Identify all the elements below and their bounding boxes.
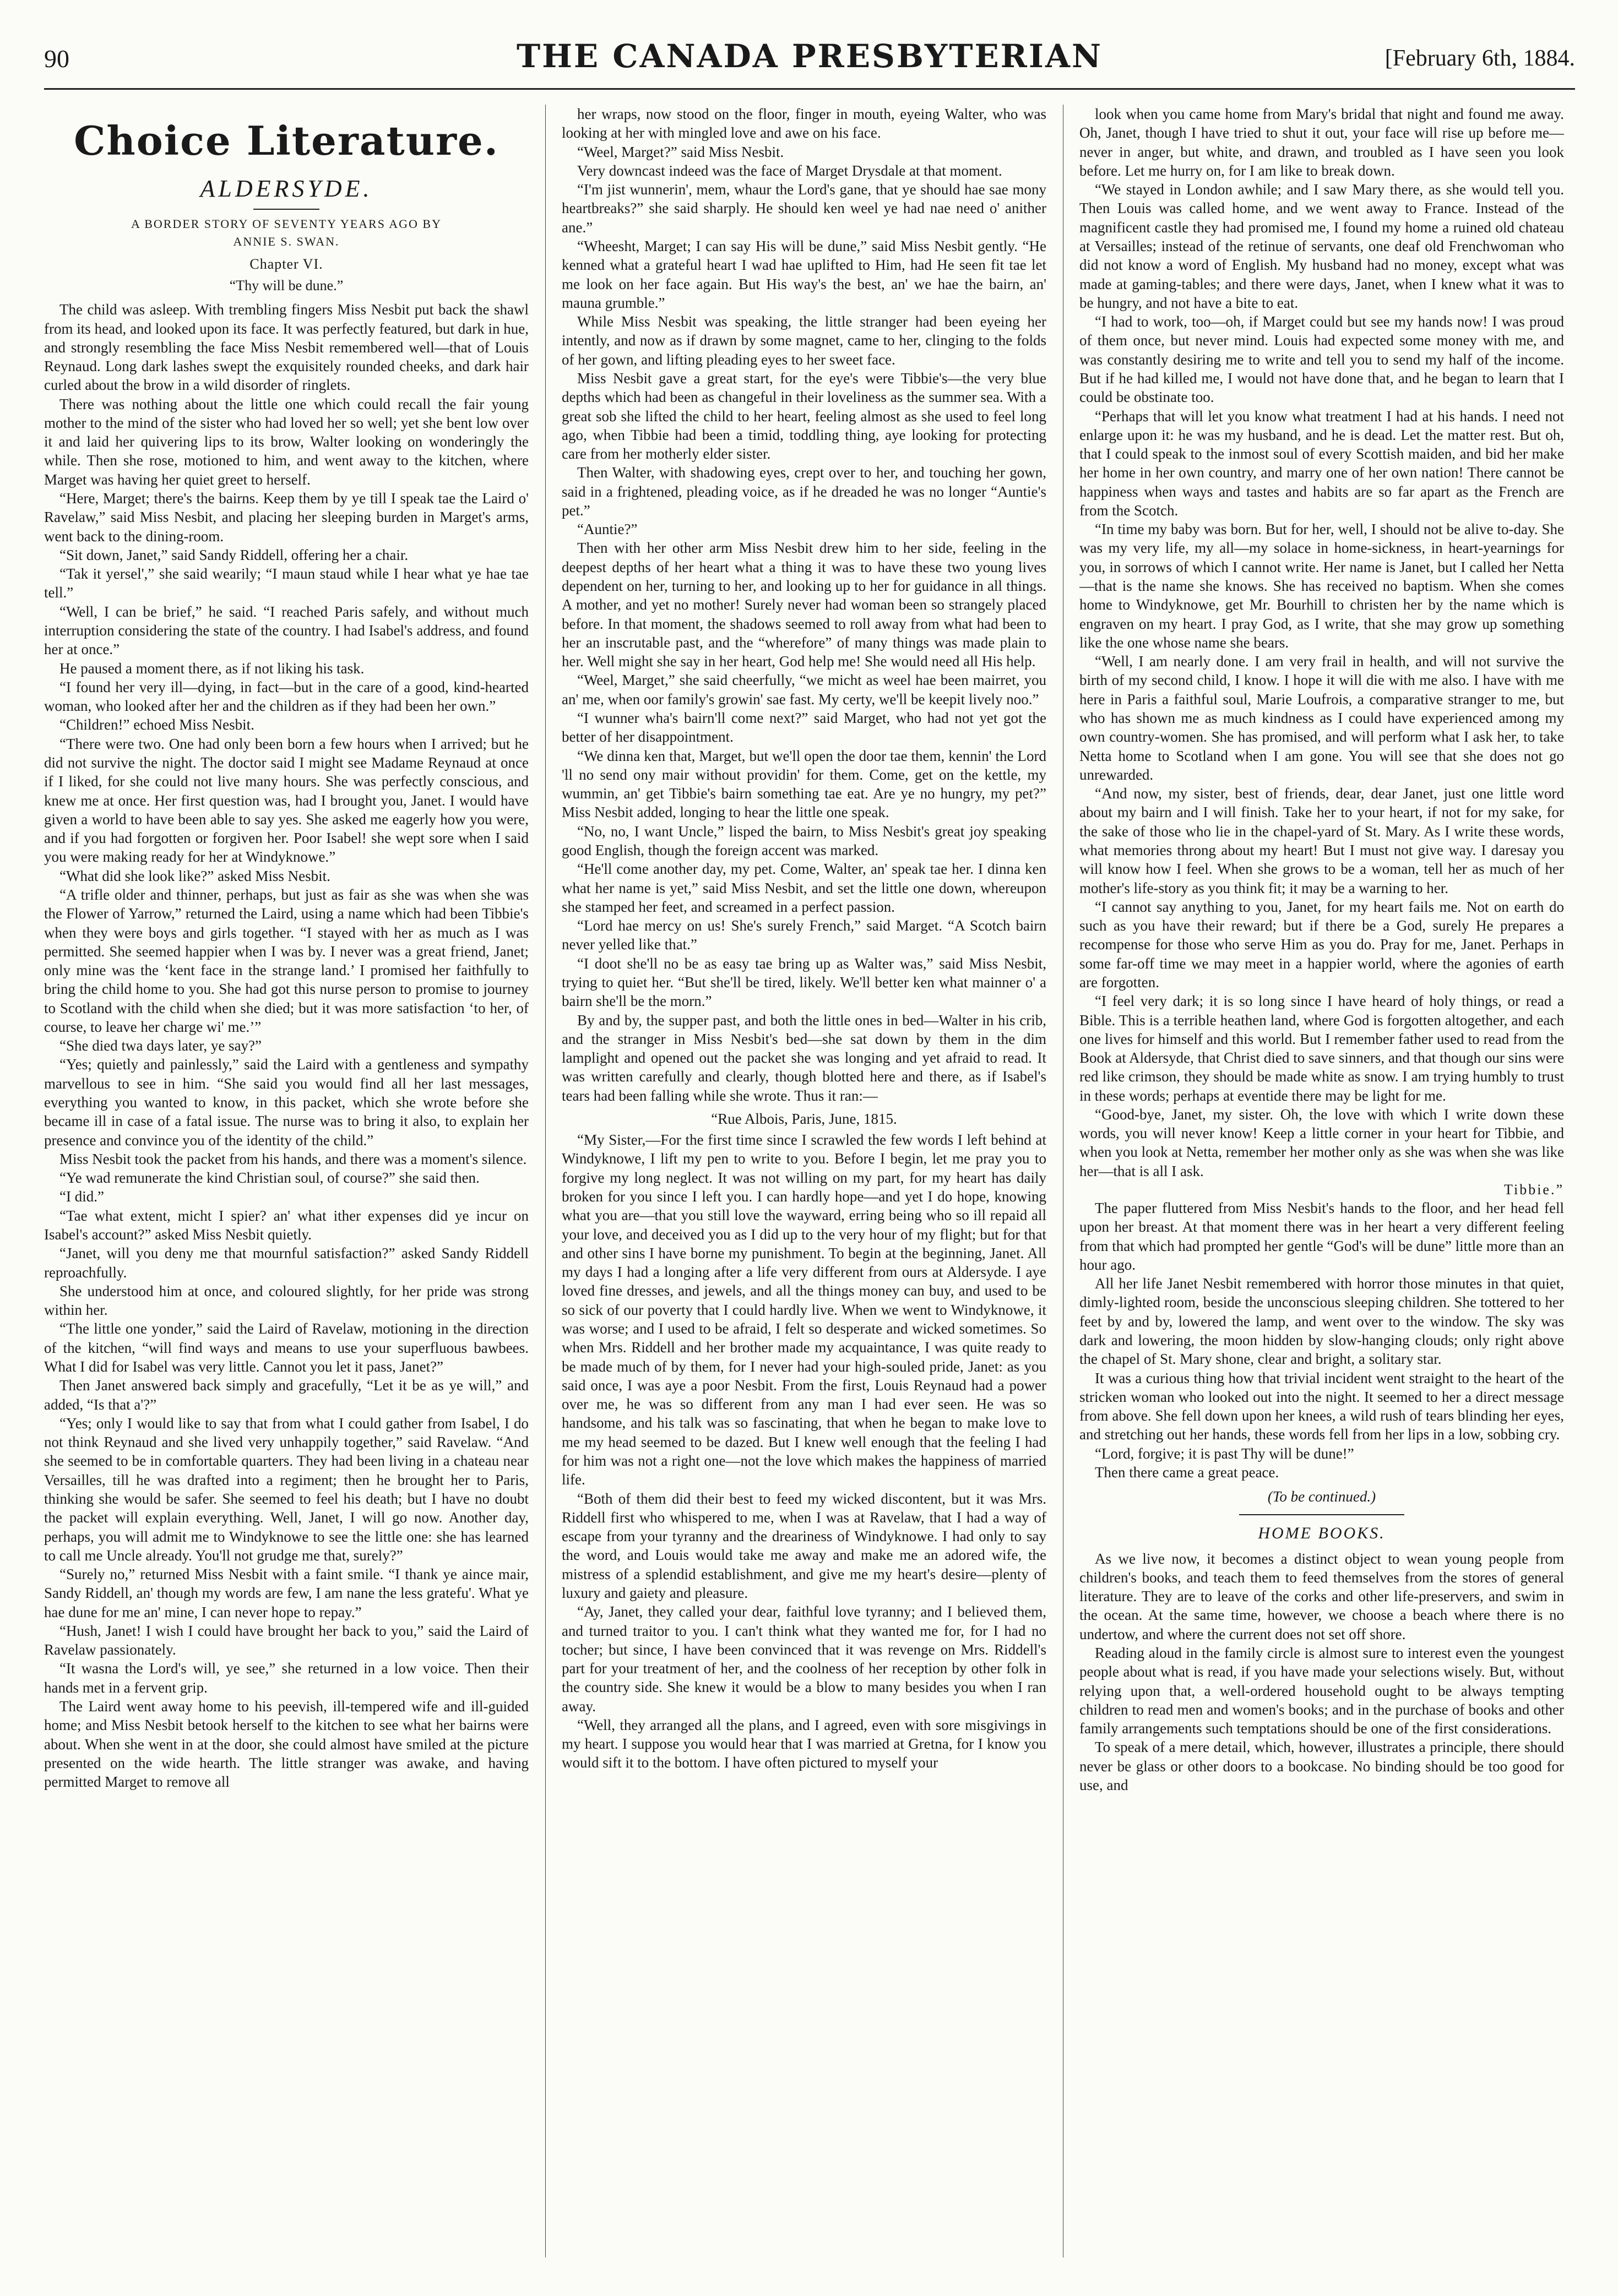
paragraph: “Lord, forgive; it is past Thy will be dune!”	[1095, 1445, 1354, 1462]
paragraph: Then Janet answered back simply and gracefully, “Let it be as ye will,” and added, “Is that a'?”	[44, 1377, 529, 1413]
col3-body-before	[1079, 105, 1564, 1180]
letter-signature: Tibbie.”	[1504, 1182, 1564, 1198]
paragraph: “I doot she'll no be as easy tae bring up as Walter was,” said Miss Nesbit, trying to quiet her. “But she'll be tired, likely. We'll better ken what mainner o' a bairn she'll be the morn.”	[562, 955, 1046, 1010]
paragraph: “In time my baby was born. But for her, well, I should not be alive to-day. She was my very life, my all—my solace in home-sickness, in heart-yearnings for you, in sorrows of which I cannot write. Her name is Janet, but I called her Netta—that is the name she knows. She has received no baptism. When she comes home to Windyknowe, get Mr. Bourhill to christen her by the name which is engraven on my heart. I pray God, as I write, that she may grow up something like the one whose name she bears.	[1079, 521, 1564, 651]
paragraph: “I did.”	[59, 1188, 104, 1205]
paragraph: “My Sister,—For the first time since I scrawled the few words I left behind at Windyknowe, I lift my pen to write to you. Before I begin, let me pray you to forgive my long neglect. It was not willing on my part, for my heart has daily broken for you since I left you. I can hardly hope—and yet I do hope, knowing what you are—that you still love the wayward, erring being who so ill repaid all your love, and deceived you as I did up to the very hour of my flight; but for that and other sins I have borne my punishment. To begin at the beginning, Janet. All my days I had a longing after a life very different from ours at Aldersyde. I aye loved fine dresses, and jewels, and all the things money can buy, and used to be so sick of our poverty that I could hardly live. When we went to Windyknowe, it was worse; and I used to be afraid, I felt so desperate and wicked sometimes. So when Mrs. Riddell and her brother made my acquaintance, I was quite ready to be made much of by them, for I never had your high-souled pride, Janet: as you said once, I was aye a poor Nesbit. From the first, Louis Reynaud had a power over me, he was so different from any man I had ever seen. He was so handsome, and his talk was so fascinating, that when he began to make love to me my head seemed to be dazed. But I knew well enough that the feeling I had for him was not a right one—not the love which makes the happiness of married life.	[562, 1131, 1046, 1488]
chapter-heading: Chapter VI.	[249, 256, 323, 273]
paragraph: “Well, I am nearly done. I am very frail in health, and will not survive the birth of my second child, I know. I hope it will die with me also. I have with me here in Paris a faithful soul, Marie Loufrois, a comparative stranger to me, but who has shown me as much kindness as I could have experienced among my own country-women. She has promised, and will perform what I ask her, to take Netta home to Scotland when I am gone. You will see that she does not go unrewarded.	[1079, 653, 1564, 783]
issue-date: [February 6th, 1884.	[1384, 46, 1575, 71]
paragraph: “Sit down, Janet,” said Sandy Riddell, offering her a chair.	[59, 546, 409, 563]
to-be-continued: (To be continued.)	[1267, 1488, 1376, 1505]
newspaper-page	[44, 22, 1575, 2268]
col2-body-before	[562, 105, 1046, 1105]
paragraph: “Both of them did their best to feed my wicked discontent, but it was Mrs. Riddell first who whispered to me, when I was at Ravelaw, that I had a way of escape from your tyranny and the dreariness of Windyknowe. I had only to say the word, and Louis would take me away and make me an adored wife, the mistress of a splendid establishment, and give me my heart's desire—plenty of luxury and gaiety and pleasure.	[562, 1490, 1046, 1601]
paragraph: “He'll come another day, my pet. Come, Walter, an' speak tae her. I dinna ken what her name is yet,” said Miss Nesbit, and set the little one down, whereupon she stamped her feet, and screamed in a perfect passion.	[562, 861, 1046, 915]
paragraph: “It wasna the Lord's will, ye see,” she returned in a low voice. Then their hands met in a fervent grip.	[44, 1660, 529, 1696]
col3-body-after	[1079, 1549, 1564, 1795]
paragraph: “No, no, I want Uncle,” lisped the bairn, to Miss Nesbit's great joy speaking good English, though the foreign accent was marked.	[562, 823, 1046, 858]
paragraph: Then Walter, with shadowing eyes, crept over to her, and touching her gown, said in a frightened, pleading voice, as if he dreaded he was no longer “Auntie's pet.”	[562, 464, 1046, 519]
paragraph: “What did she look like?” asked Miss Nesbit.	[59, 867, 330, 884]
paragraph: “I had to work, too—oh, if Marget could but see my hands now! I was proud of them once, but never mind. Louis had expected some money with me, and was constantly desiring me to write and tell you to send my half of the income. But if he had killed me, I would not have done that, and he began to learn that I could be obstinate too.	[1079, 313, 1564, 406]
letter-dateline: “Rue Albois, Paris, June, 1815.	[711, 1110, 897, 1127]
paragraph: “Tak it yersel',” she said wearily; “I maun staud while I hear what ye hae tae tell.”	[44, 565, 529, 601]
paragraph: “Wheesht, Marget; I can say His will be dune,” said Miss Nesbit gently. “He kenned what a grateful heart I wad hae uplifted to Him, had He seen fit tae let me look on her face again. But His way's the best, an' we hae the bairn, an' mauna grumble.”	[562, 237, 1046, 311]
section-heading: Choice Literature.	[74, 117, 499, 164]
paragraph: “Yes; only I would like to say that from what I could gather from Isabel, I do not think Reynaud and she lived very unhappily together,” said Ravelaw. “And she seemed to be in comfortable quarters. They had been living in a chateau near Versailles, till he was drafted into a regiment; then he brought her to Paris, thinking she would be safer. She seemed to feel his death; but I have no doubt the packet will explain everything. Well, Janet, I will go now. Another day, perhaps, you will admit me to Windyknowe to see the little one: she has learned to call me Uncle already. You'll not grudge me that, surely?”	[44, 1414, 529, 1564]
paragraph: Miss Nesbit gave a great start, for the eye's were Tibbie's—the very blue depths which had been as changeful in their loveliness as the summer sea. With a great sob she lifted the child to her heart, feeling almost as she used to feel long ago, when Tibbie had been a timid, toddling thing, aye looking for protecting care from her motherly elder sister.	[562, 369, 1046, 463]
section-rule	[1239, 1514, 1404, 1515]
paragraph: The paper fluttered from Miss Nesbit's hands to the floor, and her head fell upon her breast. At that moment there was in her heart a very different feeling from that which had prompted her gentle “God's will be dune” little more than an hour ago.	[1079, 1200, 1564, 1273]
paragraph: “Well, they arranged all the plans, and I agreed, even with sore misgivings in my heart. I suppose you would hear that I was married at Gretna, for I know you would sift it to the bottom. I have often pictured to myself your	[562, 1716, 1046, 1771]
paragraph: “I found her very ill—dying, in fact—but in the care of a good, kind-hearted woman, who looked after her and the children as if they had been her own.”	[44, 678, 529, 715]
paragraph: “A trifle older and thinner, perhaps, but just as fair as she was when she was the Flower of Yarrow,” returned the Laird, using a name which had been Tibbie's when they were boys and girls together. “I stayed with her as much as I was permitted. She seemed happier when I was by. I never was a great friend, Janet; only mine was the ‘kent face in the strange land.’ I promised her faithfully to bring the child home to you. She had got this nurse person to promise to journey to Scotland with the child when she died; but it was more satisfaction ‘to her, of course, to leave her charge wi' me.’”	[44, 886, 529, 1035]
page-number: 90	[44, 45, 69, 73]
paragraph: The Laird went away home to his peevish, ill-tempered wife and ill-guided home; and Miss Nesbit betook herself to the kitchen to see what her bairns were about. When she went in at the door, she could almost have smiled at the picture presented on the wide hearth. The little stranger was awake, and having permitted Marget to remove all	[44, 1698, 529, 1791]
column-2	[562, 105, 1046, 2268]
paragraph: “I'm jist wunnerin', mem, whaur the Lord's gane, that ye should hae sae mony heartbreaks?” she said sharply. He should ken weel ye had nae need o' anither ane.”	[562, 181, 1046, 236]
col3-body-mid	[1079, 1199, 1564, 1482]
paragraph: To speak of a mere detail, which, however, illustrates a principle, there should never be glass or other doors to a bookcase. No binding should be too good for use, and	[1079, 1739, 1564, 1794]
paragraph: Very downcast indeed was the face of Marget Drysdale at that moment.	[577, 162, 1002, 179]
paragraph: “I cannot say anything to you, Janet, for my heart fails me. Not on earth do such as you have their reward; but if there be a God, surely He prepares a recompense for those who serve Him as you do. Pray for me, Janet. Perhaps in some far-off time we may meet in a happier world, where the agonies of earth are forgotten.	[1079, 898, 1564, 991]
paragraph: “We stayed in London awhile; and I saw Mary there, as she would tell you. Then Louis was called home, and we went away to France. Instead of the magnificent castle they had promised me, I found my home a ruined old chateau at Versailles; instead of the retinue of servants, one deaf old Frenchwoman who did not know a word of English. My husband had no money, except what was made at gaming-tables; and there were days, Janet, when I knew what it was to be hungry, and not have a bite to eat.	[1079, 181, 1564, 311]
paragraph: “Hush, Janet! I wish I could have brought her back to you,” said the Laird of Ravelaw passionately.	[44, 1622, 529, 1658]
paragraph: “Auntie?”	[577, 521, 638, 538]
paragraph: All her life Janet Nesbit remembered with horror those minutes in that quiet, dimly-lighted room, beside the unconscious sleeping children. She tottered to her feet by and by, lowered the lamp, and went over to the window. The sky was dark and lowering, the moon hidden by slow-hanging clouds; only right above the chapel of St. Mary shone, clear and bright, a solitary star.	[1079, 1275, 1564, 1368]
byline: A BORDER STORY OF SEVENTY YEARS AGO BY	[131, 217, 442, 231]
paragraph: look when you came home from Mary's bridal that night and found me away. Oh, Janet, though I have tried to shut it out, your face will rise up before me—never in anger, but white, and drawn, and troubled as I have seen you look before. Let me hurry on, for I am like to break down.	[1079, 106, 1564, 179]
col2-body-after	[562, 1130, 1046, 1772]
col1-body	[44, 300, 529, 1791]
paragraph: “We dinna ken that, Marget, but we'll open the door tae them, kennin' the Lord 'll no send ony mair without providin' for them. Come, get on the kettle, my wummin, an' get Tibbie's bairn something tae eat. Are ye no hungry, my pet?” Miss Nesbit added, longing to hear the little one speak.	[562, 747, 1046, 821]
paragraph: “Surely no,” returned Miss Nesbit with a faint smile. “I thank ye aince mair, Sandy Riddell, an' though my words are few, I am nane the less gratefu'. What ye hae dune for me an' mine, I can never hope to repay.”	[44, 1566, 529, 1620]
paragraph: her wraps, now stood on the floor, finger in mouth, eyeing Walter, who was looking at her with mingled love and awe on his face.	[562, 106, 1046, 142]
paragraph: “Well, I can be brief,” he said. “I reached Paris safely, and without much interruption considering the state of the country. I had Isabel's address, and found her at once.”	[44, 603, 529, 658]
paragraph: Then with her other arm Miss Nesbit drew him to her side, feeling in the deepest depths of her heart what a thing it was to have these two young lives dependent on her, turning to her, and looking up to her for guidance in all things. A mother, and yet no mother! Surely never had woman been so strangely placed before. In that moment, the shadows seemed to roll away from what had been to her an inscrutable past, and the “wherefore” of many things was made plain to her. Well might she say in her heart, God help me! She would need all His help.	[562, 540, 1046, 670]
paragraph: By and by, the supper past, and both the little ones in bed—Walter in his crib, and the stranger in Miss Nesbit's bed—she sat down by them in the dim lamplight and opened out the packet she was longing and yet afraid to read. It was written carefully and clearly, though blotted here and there, as if Isabel's tears had been falling while she wrote. Thus it ran:—	[562, 1011, 1046, 1104]
paragraph: “I feel very dark; it is so long since I have heard of holy things, or read a Bible. This is a terrible heathen land, where God is forgotten altogether, and each one lives for himself and this world. But I remember father used to read from the Book at Aldersyde, that Christ died to save sinners, and that though our sins were red like crimson, they should be made white as snow. I am trying humbly to trust in these words; perhaps at eventide there may be light for me.	[1079, 993, 1564, 1104]
paragraph: “Yes; quietly and painlessly,” said the Laird with a gentleness and sympathy marvellous to see in him. “She said you would find all her last messages, everything you wanted to know, in this packet, which she wrote before she became ill in case of a fatal issue. The nurse was to bring it also, to explain her presence and convince you of the identity of the child.”	[44, 1056, 529, 1149]
paragraph: “Ay, Janet, they called your dear, faithful love tyranny; and I believed them, and turned traitor to you. I can't think what they wanted me for, for I had no tocher; but since, I have been convinced that it was revenge on Mrs. Riddell's part for your treatment of her, and the coolness of her reception by other folk in the country side. She knew it would be a blow to many besides you when I ran away.	[562, 1603, 1046, 1715]
home-books-title: HOME BOOKS.	[1258, 1524, 1386, 1542]
paragraph: Reading aloud in the family circle is almost sure to interest even the youngest people about what is read, if you have made your selections wisely. But, without relying upon that, a well-ordered household ought to be always tempting children to read men and women's books; and in the purchase of books and other family arrangements such temptations should be one of the first considerations.	[1079, 1645, 1564, 1737]
paragraph: “The little one yonder,” said the Laird of Ravelaw, motioning in the direction of the kitchen, “will find ways and means to use your superfluous bawbees. What I did for Isabel was very little. Cannot you let it pass, Janet?”	[44, 1320, 529, 1375]
paragraph: It was a curious thing how that trivial incident went straight to the heart of the stricken woman who looked out into the night. It seemed to her a direct message from above. She fell down upon her knees, a wild rush of tears blinding her eyes, and stretching out her hands, these words fell from her lips in a low, sobbing cry.	[1079, 1369, 1564, 1443]
paragraph: “Lord hae mercy on us! She's surely French,” said Marget. “A Scotch bairn never yelled like that.”	[562, 917, 1046, 953]
paper-title: THE CANADA PRESBYTERIAN	[516, 37, 1103, 75]
paragraph: “There were two. One had only been born a few hours when I arrived; but he did not survive the night. The doctor said I might see Madame Reynaud at once if I liked, for she could not live many hours. She was perfectly conscious, and knew me at once. Her first question was, had I brought you, Janet. I would have given a world to have been able to say yes. She asked me eagerly how you were, and if you had forgotten or forgiven her. Poor Isabel! she wept sore when I said you were making ready for her at Windyknowe.”	[44, 735, 529, 866]
paragraph: “Good-bye, Janet, my sister. Oh, the love with which I write down these words, you will never know! Keep a little corner in your heart for Tibbie, and when you look at Netta, remember her mother only as she was when she was like her—that is all I ask.	[1079, 1106, 1564, 1179]
byline-author: ANNIE S. SWAN.	[233, 235, 340, 249]
epigraph: “Thy will be dune.”	[229, 278, 344, 294]
paragraph: The child was asleep. With trembling fingers Miss Nesbit put back the shawl from its head, and looked upon its face. It was perfectly featured, but dark in hue, and strongly resembling the face Miss Nesbit remembered well—that of Louis Reynaud. Long dark lashes swept the exquisitely rounded cheeks, and dark hair curled about the brow in a wild disorder of ringlets.	[44, 301, 529, 394]
paragraph: She understood him at once, and coloured slightly, for her pride was strong within her.	[44, 1282, 529, 1319]
paragraph: “And now, my sister, best of friends, dear, dear Janet, just one little word about my bairn and I will finish. Take her to your heart, if not for my sake, for the sake of those who lie in the chapel-yard of St. Mary. As I write these words, what memories throng about my heart! But I must not give way. I daresay you will know how I feel. When she grows to be a woman, tell her as much of her mother's life-story as you think fit; it may be a warning to her.	[1079, 785, 1564, 896]
paragraph: He paused a moment there, as if not liking his task.	[59, 660, 365, 677]
paragraph: Then there came a great peace.	[1095, 1463, 1279, 1481]
paragraph: “Janet, will you deny me that mournful satisfaction?” asked Sandy Riddell reproachfully.	[44, 1245, 529, 1281]
paragraph: “Weel, Marget,” she said cheerfully, “we micht as weel hae been mairret, you an' me, when oor family's growin' sae fast. My certy, we'll be keepit lively noo.”	[562, 672, 1046, 708]
story-title: ALDERSYDE.	[200, 175, 373, 203]
paragraph: “Children!” echoed Miss Nesbit.	[59, 716, 254, 733]
paragraph: “Ye wad remunerate the kind Christian soul, of course?” she said then.	[59, 1169, 480, 1187]
column-rule	[545, 105, 546, 2257]
title-rule	[253, 209, 319, 210]
paragraph: “She died twa days later, ye say?”	[59, 1037, 262, 1054]
column-3	[1079, 105, 1564, 2268]
paragraph: “I wunner wha's bairn'll come next?” said Marget, who had not yet got the better of her disappointment.	[562, 710, 1046, 746]
paragraph: Miss Nesbit took the packet from his hands, and there was a moment's silence.	[59, 1150, 527, 1167]
paragraph: As we live now, it becomes a distinct object to wean young people from children's books, and teach them to feed themselves from the stores of general literature. They are to leave of the corks and other life-preservers, and swim in the ocean. At the same time, however, we choose a beach where there is no undertow, and where the current does not set off shore.	[1079, 1550, 1564, 1642]
paragraph: “Here, Marget; there's the bairns. Keep them by ye till I speak tae the Laird o' Ravelaw,” said Miss Nesbit, and placing her sleeping burden in Marget's arms, went back to the dining-room.	[44, 490, 529, 545]
masthead	[44, 22, 1575, 90]
paragraph: There was nothing about the little one which could recall the fair young mother to the mind of the sister who had loved her so well; yet she bent low over it and laid her quivering lips to its brow, Walter looking on wonderingly the while. Then she rose, motioned to him, and went away to the kitchen, where Marget was having her quiet greet to herself.	[44, 395, 529, 488]
paragraph: “Weel, Marget?” said Miss Nesbit.	[577, 143, 784, 160]
column-1	[44, 105, 529, 2268]
paragraph: “Tae what extent, micht I spier? an' what ither expenses did ye incur on Isabel's account?” asked Miss Nesbit quietly.	[44, 1207, 529, 1243]
columns	[44, 105, 1575, 2268]
paragraph: While Miss Nesbit was speaking, the little stranger had been eyeing her intently, and now as if drawn by some magnet, came to her, clinging to the folds of her gown, and lifting pleading eyes to her sweet face.	[562, 313, 1046, 368]
paragraph: “Perhaps that will let you know what treatment I had at his hands. I need not enlarge upon it: he was my husband, and he is dead. Let the matter rest. But oh, that I could speak to the inmost soul of every Scottish maiden, and bid her make her home in her own country, and marry one of her own nation! There cannot be happiness when ways and tastes and habits are so far apart as the French are from the Scotch.	[1079, 407, 1564, 519]
